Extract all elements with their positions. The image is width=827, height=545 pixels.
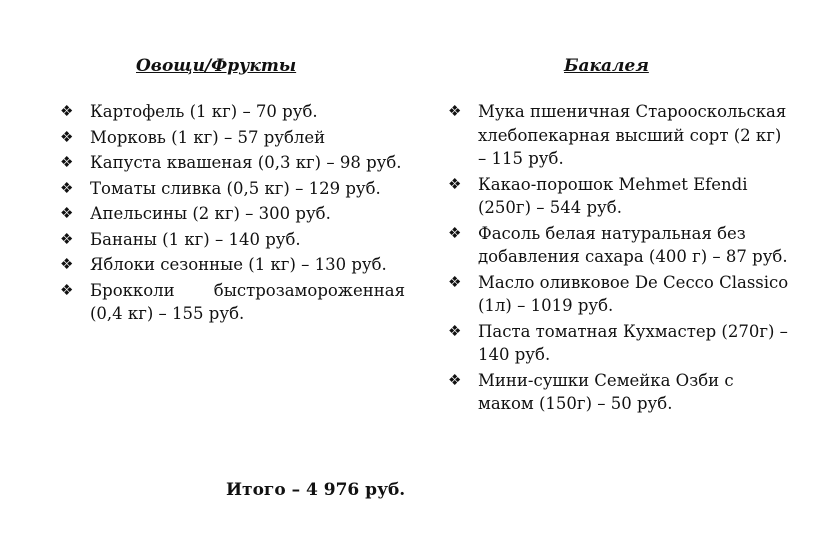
diamond-bullet-icon: ❖ bbox=[60, 280, 74, 299]
diamond-bullet-icon: ❖ bbox=[448, 102, 462, 120]
list-item bbox=[60, 126, 405, 150]
item-text: Масло оливковое De Cecco Classico (1л) – 1019 руб. bbox=[478, 272, 789, 315]
item-text: Мука пшеничная Старооскольская хлебопекарная высший сорт (2 кг) – 115 руб. bbox=[478, 102, 787, 168]
diamond-bullet-icon: ❖ bbox=[60, 102, 74, 120]
vegetables-fruits-list bbox=[60, 100, 405, 328]
list-item bbox=[448, 320, 793, 367]
diamond-bullet-icon: ❖ bbox=[448, 370, 462, 389]
item-text: Брокколи быстрозамороженная (0,4 кг) – 155 руб. bbox=[90, 280, 405, 323]
vegetables-fruits-heading: Овощи/Фрукты bbox=[136, 56, 297, 76]
list-item bbox=[60, 177, 405, 201]
item-text: Фасоль белая натуральная без добавления сахара (400 г) – 87 руб. bbox=[478, 223, 788, 266]
item-text: Бананы (1 кг) – 140 руб. bbox=[90, 229, 301, 249]
list-item bbox=[60, 100, 405, 124]
diamond-bullet-icon: ❖ bbox=[448, 272, 462, 291]
list-item bbox=[448, 100, 793, 171]
item-text: Какао-порошок Mehmet Efendi (250г) – 544 руб. bbox=[478, 174, 748, 217]
diamond-bullet-icon: ❖ bbox=[60, 127, 74, 146]
list-item bbox=[60, 279, 405, 326]
list-item bbox=[60, 202, 405, 226]
diamond-bullet-icon: ❖ bbox=[60, 229, 74, 248]
diamond-bullet-icon: ❖ bbox=[60, 178, 74, 197]
grocery-list bbox=[448, 100, 793, 418]
list-item bbox=[448, 173, 793, 220]
list-item bbox=[60, 228, 405, 252]
item-text: Апельсины (2 кг) – 300 руб. bbox=[90, 204, 331, 223]
diamond-bullet-icon: ❖ bbox=[60, 204, 74, 222]
item-text: Морковь (1 кг) – 57 рублей bbox=[90, 127, 326, 147]
item-text: Картофель (1 кг) – 70 руб. bbox=[90, 102, 318, 121]
item-text: Томаты сливка (0,5 кг) – 129 руб. bbox=[90, 178, 381, 198]
list-item bbox=[448, 222, 793, 269]
total-sum: Итого – 4 976 руб. bbox=[226, 480, 406, 500]
item-text: Паста томатная Кухмастер (270г) – 140 руб. bbox=[478, 321, 788, 364]
list-item bbox=[448, 369, 793, 416]
diamond-bullet-icon: ❖ bbox=[60, 255, 74, 273]
item-text: Яблоки сезонные (1 кг) – 130 руб. bbox=[90, 255, 387, 274]
diamond-bullet-icon: ❖ bbox=[60, 153, 74, 171]
list-item bbox=[448, 271, 793, 318]
list-item bbox=[60, 253, 405, 277]
diamond-bullet-icon: ❖ bbox=[448, 174, 462, 193]
grocery-heading: Бакалея bbox=[564, 56, 649, 76]
diamond-bullet-icon: ❖ bbox=[448, 321, 462, 340]
list-item bbox=[60, 151, 405, 175]
item-text: Капуста квашеная (0,3 кг) – 98 руб. bbox=[90, 153, 402, 172]
diamond-bullet-icon: ❖ bbox=[448, 223, 462, 242]
item-text: Мини-сушки Семейка Озби с маком (150г) – 50 руб. bbox=[478, 370, 734, 413]
